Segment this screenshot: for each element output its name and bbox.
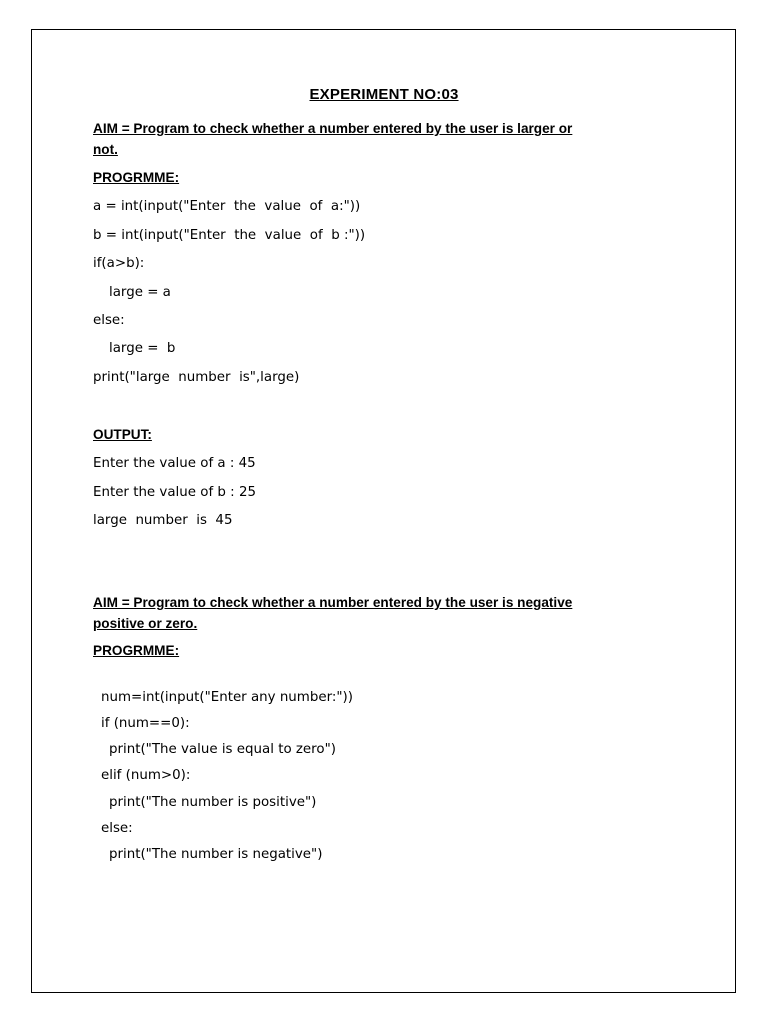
code-line: print("The number is negative") bbox=[109, 847, 323, 862]
code-line: else: bbox=[93, 313, 125, 328]
code-line: large = a bbox=[109, 285, 171, 300]
code-line: a = int(input("Enter the value of a:")) bbox=[93, 199, 361, 214]
code-line: print("The value is equal to zero") bbox=[109, 742, 336, 757]
code-line: else: bbox=[101, 821, 133, 836]
code-line: print("large number is",large) bbox=[93, 370, 300, 385]
code-line: b = int(input("Enter the value of b :")) bbox=[93, 228, 366, 243]
code-line: print("The number is positive") bbox=[109, 795, 317, 810]
code-line: elif (num>0): bbox=[101, 768, 191, 783]
aim-2-line-1: AIM = Program to check whether a number entered by the user is negative bbox=[93, 595, 573, 610]
code-line: num=int(input("Enter any number:")) bbox=[101, 690, 353, 705]
page-title: EXPERIMENT NO:03 bbox=[309, 86, 459, 103]
aim-1-line-2: not. bbox=[93, 142, 118, 157]
aim-2-line-2: positive or zero. bbox=[93, 616, 198, 631]
output-line: Enter the value of b : 25 bbox=[93, 485, 256, 500]
output-line: large number is 45 bbox=[93, 513, 233, 528]
output-line: Enter the value of a : 45 bbox=[93, 456, 256, 471]
code-line: large = b bbox=[109, 341, 176, 356]
program-heading-1: PROGRMME: bbox=[93, 170, 180, 185]
code-line: if(a>b): bbox=[93, 256, 145, 271]
code-line: if (num==0): bbox=[101, 716, 190, 731]
output-heading: OUTPUT: bbox=[93, 427, 152, 442]
aim-2 bbox=[93, 592, 683, 634]
program-heading-2: PROGRMME: bbox=[93, 643, 180, 658]
aim-1 bbox=[93, 118, 683, 160]
aim-1-line-1: AIM = Program to check whether a number entered by the user is larger or bbox=[93, 121, 573, 136]
